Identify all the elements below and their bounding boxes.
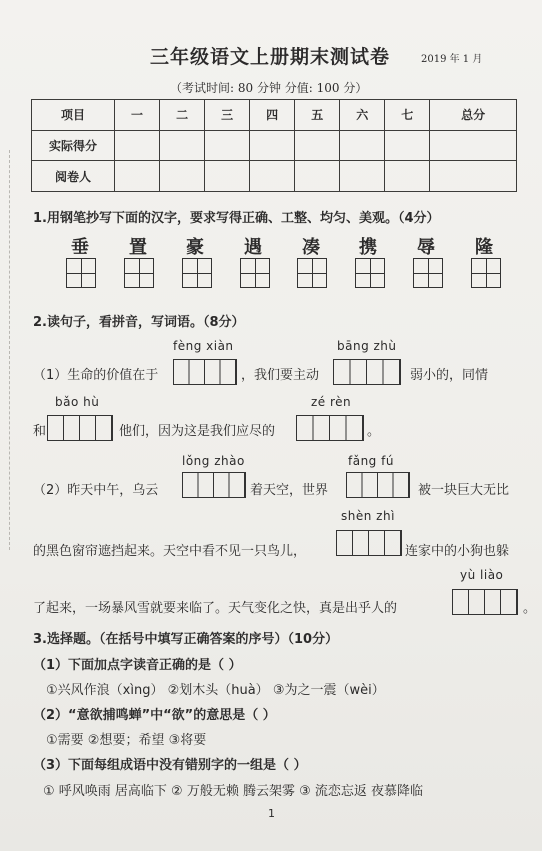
pinyin-hint: lǒng zhào: [182, 454, 245, 468]
sentence-text: （1）生命的价值在于: [33, 368, 159, 383]
grader-cell[interactable]: [250, 161, 295, 192]
sentence-text: 被一块巨大无比: [418, 483, 510, 498]
sentence-text: ，我们要主动: [241, 368, 320, 383]
exam-date: 2019 年 1 月: [421, 54, 483, 65]
header-cell: 七: [385, 100, 430, 131]
header-cell: 二: [160, 100, 205, 131]
page-title: 三年级语文上册期末测试卷: [150, 46, 391, 68]
header-cell: 四: [250, 100, 295, 131]
answer-box[interactable]: [182, 472, 246, 498]
sentence-text: 他们，因为这是我们应尽的: [119, 424, 276, 439]
model-character: 垂: [71, 237, 89, 258]
sub-question: （1）下面加点字读音正确的是（ ）: [33, 658, 242, 673]
model-character: 豪: [186, 237, 204, 258]
tianzige-grid[interactable]: [66, 258, 96, 288]
grader-cell[interactable]: [385, 161, 430, 192]
answer-options[interactable]: ①兴风作浪（xìng） ②划木头（huà） ③为之一震（wèi）: [46, 683, 385, 698]
score-table: [31, 99, 517, 192]
header-cell: 五: [295, 100, 340, 131]
table-row: [32, 161, 517, 192]
model-character: 携: [359, 237, 377, 258]
score-cell[interactable]: [115, 130, 160, 161]
grader-cell[interactable]: [205, 161, 250, 192]
answer-box[interactable]: [452, 589, 518, 615]
score-table-header: [32, 100, 517, 131]
sentence-text: 连家中的小狗也躲: [405, 544, 510, 559]
model-character: 凑: [302, 237, 320, 258]
sentence-text: （2）昨天中午，乌云: [33, 483, 159, 498]
sentence-text: 着天空，世界: [250, 483, 329, 498]
sentence-text: 的黑色窗帘遮挡起来。天空中看不见一只鸟儿，: [33, 544, 307, 559]
sub-question: （2）“意欲捕鸣蝉”中“欲”的意思是（ ）: [33, 708, 276, 723]
answer-box[interactable]: [346, 472, 410, 498]
answer-box[interactable]: [47, 415, 113, 441]
answer-box[interactable]: [296, 415, 364, 441]
header-cell: 一: [115, 100, 160, 131]
table-row: [32, 130, 517, 161]
answer-options[interactable]: ①需要 ②想要；希望 ③将要: [46, 733, 207, 748]
tianzige-grid[interactable]: [471, 258, 501, 288]
sentence-text: 。: [367, 424, 381, 439]
tianzige-grid[interactable]: [240, 258, 270, 288]
score-cell[interactable]: [160, 130, 205, 161]
pinyin-hint: bāng zhù: [337, 339, 397, 353]
pinyin-hint: zé rèn: [311, 395, 352, 409]
question-3-title: 3.选择题。（在括号中填写正确答案的序号）（10分）: [33, 632, 339, 647]
exam-info: （考试时间: 80 分钟 分值: 100 分）: [170, 81, 368, 95]
score-cell[interactable]: [250, 130, 295, 161]
score-cell[interactable]: [430, 130, 517, 161]
pinyin-hint: yù liào: [460, 568, 504, 582]
sentence-text: 。: [523, 601, 537, 616]
tianzige-grid[interactable]: [124, 258, 154, 288]
tianzige-grid[interactable]: [182, 258, 212, 288]
answer-options[interactable]: ① 呼风唤雨 居高临下 ② 万般无赖 腾云架雾 ③ 流恋忘返 夜慕降临: [43, 784, 424, 799]
pinyin-hint: bǎo hù: [55, 395, 100, 409]
question-1-title: 1.用钢笔抄写下面的汉字，要求写得正确、工整、均匀、美观。（4分）: [33, 211, 440, 226]
grader-cell[interactable]: [430, 161, 517, 192]
header-cell: 总分: [430, 100, 517, 131]
model-character: 隆: [475, 237, 493, 258]
grader-cell[interactable]: [295, 161, 340, 192]
header-cell: 六: [340, 100, 385, 131]
row-label: 实际得分: [32, 130, 115, 161]
pinyin-hint: shèn zhì: [341, 509, 395, 523]
model-character: 置: [129, 237, 147, 258]
score-cell[interactable]: [385, 130, 430, 161]
header-cell: 项目: [32, 100, 115, 131]
answer-box[interactable]: [333, 359, 401, 385]
tianzige-grid[interactable]: [355, 258, 385, 288]
answer-box[interactable]: [173, 359, 237, 385]
score-cell[interactable]: [295, 130, 340, 161]
score-cell[interactable]: [205, 130, 250, 161]
grader-cell[interactable]: [115, 161, 160, 192]
sentence-text: 了起来，一场暴风雪就要来临了。天气变化之快，真是出乎人的: [33, 601, 398, 616]
sentence-text: 弱小的，同情: [410, 368, 489, 383]
grader-cell[interactable]: [340, 161, 385, 192]
question-2-title: 2.读句子，看拼音，写词语。（8分）: [33, 315, 245, 330]
sentence-text: 和: [33, 424, 47, 439]
pinyin-hint: fǎng fú: [348, 454, 394, 468]
model-character: 遇: [244, 237, 262, 258]
tianzige-grid[interactable]: [297, 258, 327, 288]
answer-box[interactable]: [336, 530, 402, 556]
page-number: 1: [268, 807, 275, 820]
row-label: 阅卷人: [32, 161, 115, 192]
grader-cell[interactable]: [160, 161, 205, 192]
binding-line: [9, 150, 10, 550]
sub-question: （3）下面每组成语中没有错别字的一组是（ ）: [33, 758, 307, 773]
model-character: 辱: [417, 237, 435, 258]
pinyin-hint: fèng xiàn: [173, 339, 234, 353]
header-cell: 三: [205, 100, 250, 131]
score-cell[interactable]: [340, 130, 385, 161]
tianzige-grid[interactable]: [413, 258, 443, 288]
